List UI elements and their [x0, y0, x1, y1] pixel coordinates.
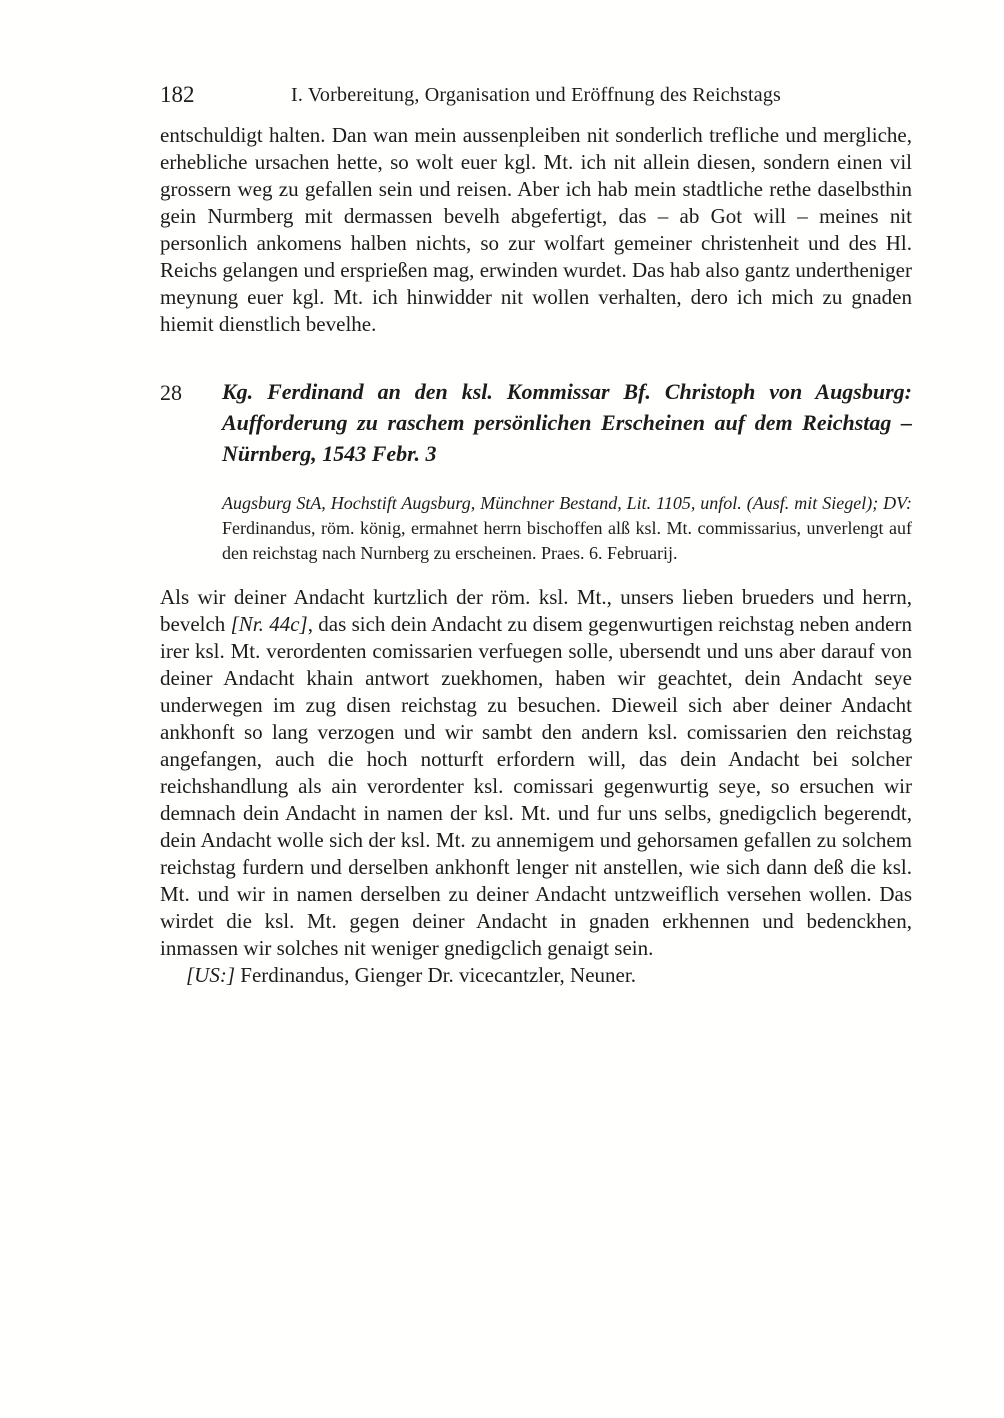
section-number: 28	[160, 380, 182, 405]
section-heading	[160, 376, 912, 469]
body-text-after-ref: , das sich dein Andacht zu disem gegenwurtigen reichstag neben andern irer ksl. Mt. verordenten comissarien verfuegen solle, ubersendt und uns aber darauf von deiner Andacht khain antwort zuekhomen, haben wir geachtet, dein Andacht seye underwegen im zug disen reichstag zu besuchen. Dieweil sich aber deiner Andacht ankhonft so lang verzogen und wir sambt den andern ksl. comissarien den reichstag angefangen, auch die hoch notturft erfordern will, das dein Andacht bei solcher reichshandlung als ain verordenter ksl. comissari gegenwurtig seye, so ersuchen wir demnach dein Andacht in namen der ksl. Mt. und fur uns selbs, gnedigclich begerendt, dein Andacht wolle sich der ksl. Mt. zu annemigem und gehorsamen gefallen zu solchem reichstag furdern und derselben ankhonft lenger nit anstellen, wie sich dann deß die ksl. Mt. und wir in namen derselben zu deiner Andacht untzweiflich versehen wollen. Das wirdet die ksl. Mt. gegen deiner Andacht in gnaden erkhennen und bedenckhen, inmassen wir solches nit weniger gnedigclich genaigt sein.	[160, 612, 912, 960]
page-header	[160, 82, 912, 108]
document-cross-reference: [Nr. 44c]	[230, 612, 308, 636]
signature-names: Ferdinandus, Gienger Dr. vicecantzler, Neuner.	[235, 963, 636, 987]
page-number: 182	[160, 82, 195, 107]
intro-paragraph: entschuldigt halten. Dan wan mein aussenpleiben nit sonderlich trefliche und mergliche, erhebliche ursachen hette, so wolt euer kgl. Mt. ich nit allein diesen, sondern einen vil grossern weg zu gefallen sein und reisen. Aber ich hab mein stadtliche rethe daselbsthin gein Nurmberg mit dermassen bevelh abgefertigt, das – ab Got will – meines nit personlich ankomens halben nichts, so zur wolfart gemeiner christenheit und des Hl. Reichs gelangen und ersprießen mag, erwinden wurdet. Das hab also gantz undertheniger meynung euer kgl. Mt. ich hinwidder nit wollen verhalten, dero ich mich zu gnaden hiemit dienstlich bevelhe.	[160, 123, 912, 336]
source-note	[222, 491, 912, 566]
running-header: I. Vorbereitung, Organisation und Eröffnung des Reichstags	[290, 84, 782, 106]
signature-label: [US:]	[186, 963, 236, 987]
document-section	[160, 376, 912, 989]
text-block	[160, 82, 912, 989]
signature-line	[160, 962, 912, 989]
document-body	[160, 584, 912, 962]
body-text-before-ref: Als wir deiner Andacht kurtzlich der röm. ksl. Mt., unsers lieben brueders und herrn, bevelch	[160, 585, 912, 636]
source-note-archive: Augsburg StA, Hochstift Augsburg, Münchner Bestand, Lit. 1105, unfol. (Ausf. mit Siegel); DV:	[222, 493, 912, 513]
section-title: Kg. Ferdinand an den ksl. Kommissar Bf. Christoph von Augsburg: Aufforderung zu raschem persönlichen Erscheinen auf dem Reichstag – Nürnberg, 1543 Febr. 3	[222, 379, 912, 466]
source-note-summary: Ferdinandus, röm. könig, ermahnet herrn bischoffen alß ksl. Mt. commissarius, unverlengt auf den reichstag nach Nurnberg zu erscheinen. Praes. 6. Februarij.	[222, 518, 912, 563]
